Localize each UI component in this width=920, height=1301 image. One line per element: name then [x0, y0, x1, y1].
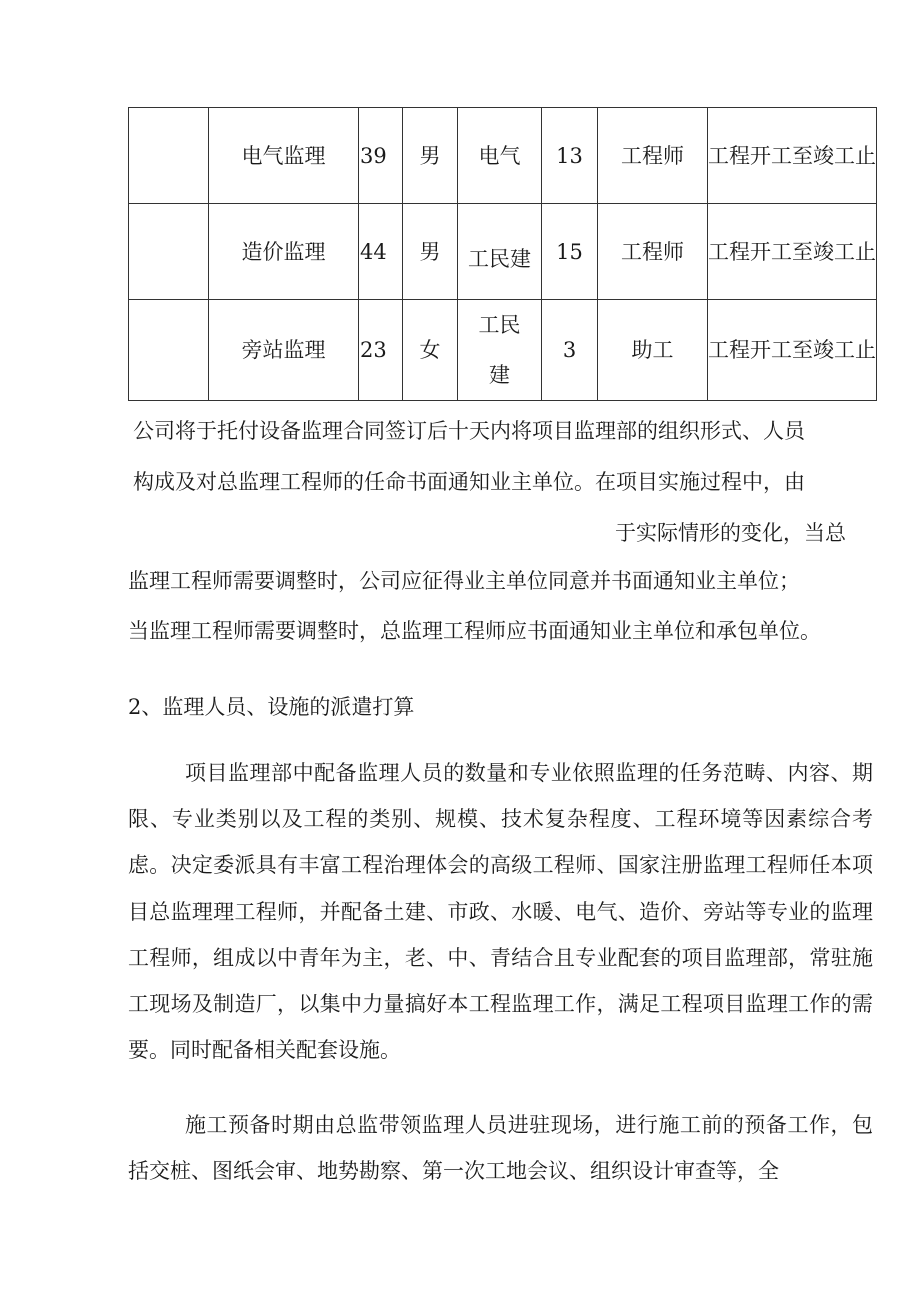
notice-line: 公司将于托付设备监理合同签订后十天内将项目监理部的组织形式、人员 [133, 419, 805, 443]
staff-table [128, 107, 877, 401]
table-cell-major: 工民建 [458, 204, 542, 300]
table-cell-title: 工程师 [598, 108, 708, 204]
table-cell-role: 造价监理 [209, 204, 359, 300]
notice-line: 监理工程师需要调整时，公司应征得业主单位同意并书面通知业主单位； [128, 569, 800, 593]
table-cell-gender: 男 [403, 204, 458, 300]
table-cell-title: 工程师 [598, 204, 708, 300]
table-row [129, 204, 877, 300]
body-paragraph: 施工预备时期由总监带领监理人员进驻现场，进行施工前的预备工作，包括交桩、图纸会审、地势勘察、第一次工地会议、组织设计审查等，全 [128, 1113, 873, 1184]
table-cell-age: 44 [359, 204, 403, 300]
table-cell-period: 工程开工至竣工止 [708, 108, 877, 204]
table-cell-years: 13 [542, 108, 598, 204]
table-cell-years: 3 [542, 300, 598, 401]
table-cell-gender: 男 [403, 108, 458, 204]
body-paragraph: 项目监理部中配备监理人员的数量和专业依照监理的任务范畴、内容、期限、专业类别以及工程的类别、规模、技术复杂程度、工程环境等因素综合考虑。决定委派具有丰富工程治理体会的高级工程师、国家注册监理工程师任本项目总监理理工程师，并配备土建、市政、水暖、电气、造价、旁站等专业的监理工程师，组成以中青年为主，老、中、青结合且专业配套的项目监理部，常驻施工现场及制造厂，以集中力量搞好本工程监理工作，满足工程项目监理工作的需要。同时配备相关配套设施。 [128, 761, 873, 1063]
table-cell-role: 旁站监理 [209, 300, 359, 401]
table-cell-role: 电气监理 [209, 108, 359, 204]
table-cell-age: 39 [359, 108, 403, 204]
table-cell-blank [129, 300, 209, 401]
table-row [129, 108, 877, 204]
table-cell-blank [129, 204, 209, 300]
table-cell-period: 工程开工至竣工止 [708, 300, 877, 401]
table-cell-age: 23 [359, 300, 403, 401]
table-cell-gender: 女 [403, 300, 458, 401]
table-cell-major: 电气 [458, 108, 542, 204]
section-heading: 2、监理人员、设施的派遣打算 [128, 695, 415, 719]
table-cell-blank [129, 108, 209, 204]
table-cell-major: 工民建 [458, 300, 542, 401]
notice-line: 构成及对总监理工程师的任命书面通知业主单位。在项目实施过程中，由 [133, 470, 805, 494]
table-row [129, 300, 877, 401]
table-cell-title: 助工 [598, 300, 708, 401]
table-cell-years: 15 [542, 204, 598, 300]
notice-line: 当监理工程师需要调整时，总监理工程师应书面通知业主单位和承包单位。 [128, 619, 821, 643]
table-cell-period: 工程开工至竣工止 [708, 204, 877, 300]
notice-line: 于实际情形的变化，当总 [615, 521, 846, 545]
